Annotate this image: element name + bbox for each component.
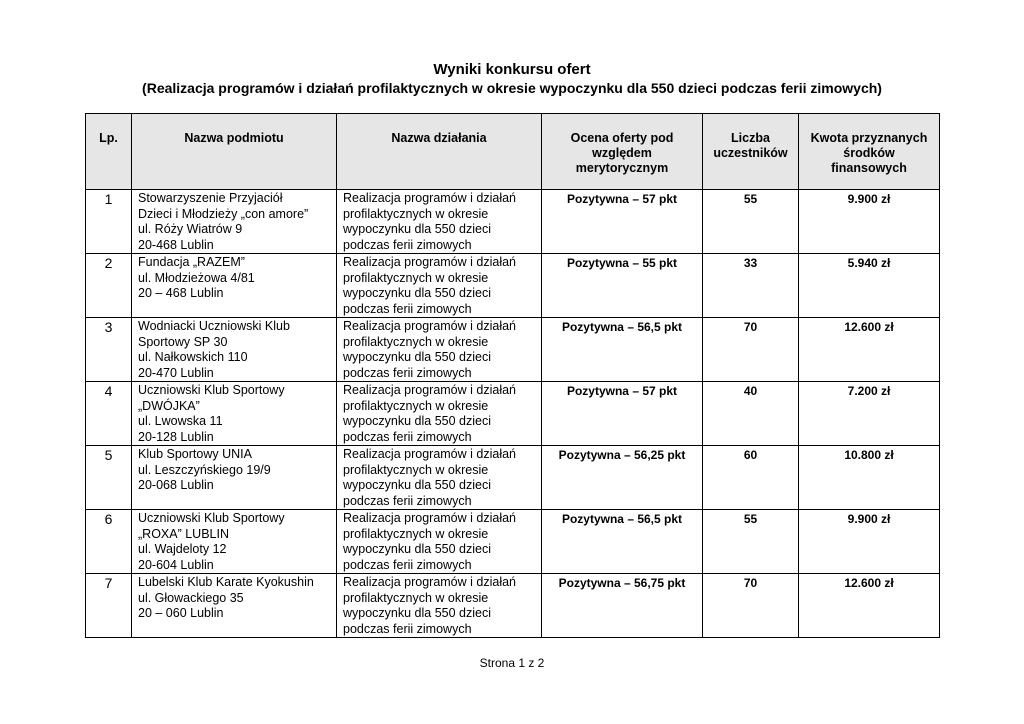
table-row (86, 190, 940, 254)
dzialanie-line: Realizacja programów i działań (343, 575, 516, 589)
cell-podmiot (132, 190, 337, 254)
dzialanie-line: wypoczynku dla 550 dzieci (343, 606, 491, 620)
dzialanie-line: Realizacja programów i działań (343, 511, 516, 525)
table-row (86, 318, 940, 382)
dzialanie-line: podczas ferii zimowych (343, 557, 472, 572)
cell-liczba: 40 (703, 382, 799, 446)
dzialanie-line: Realizacja programów i działań (343, 319, 516, 333)
header-ocena-line: względem (592, 146, 652, 160)
podmiot-line: 20 – 468 Lublin (138, 286, 224, 300)
dzialanie-line: podczas ferii zimowych (343, 429, 472, 444)
cell-ocena: Pozytywna – 57 pkt (542, 382, 703, 446)
cell-kwota: 7.200 zł (799, 382, 940, 446)
cell-lp: 7 (86, 574, 132, 638)
podmiot-line: Wodniacki Uczniowski Klub (138, 319, 290, 333)
cell-dzialanie (337, 318, 542, 382)
podmiot-line: Klub Sportowy UNIA (138, 447, 252, 461)
podmiot-line: 20-468 Lublin (138, 237, 214, 252)
table-row (86, 574, 940, 638)
dzialanie-line: Realizacja programów i działań (343, 383, 516, 397)
header-kwota-line: środków (843, 146, 895, 160)
dzialanie-line: wypoczynku dla 550 dzieci (343, 286, 491, 300)
cell-liczba: 70 (703, 318, 799, 382)
dzialanie-line: wypoczynku dla 550 dzieci (343, 414, 491, 428)
header-ocena-line: Ocena oferty pod (570, 131, 674, 145)
dzialanie-line: Realizacja programów i działań (343, 191, 516, 205)
cell-ocena: Pozytywna – 57 pkt (542, 190, 703, 254)
table-row (86, 510, 940, 574)
cell-lp: 6 (86, 510, 132, 574)
cell-ocena: Pozytywna – 56,5 pkt (542, 510, 703, 574)
cell-lp: 2 (86, 254, 132, 318)
dzialanie-line: profilaktycznych w okresie (343, 590, 489, 605)
header-row (86, 114, 940, 190)
cell-liczba: 60 (703, 446, 799, 510)
header-kwota-line: Kwota przyznanych (810, 131, 928, 145)
podmiot-line: 20-604 Lublin (138, 557, 214, 572)
cell-dzialanie (337, 190, 542, 254)
cell-ocena: Pozytywna – 55 pkt (542, 254, 703, 318)
podmiot-line: Uczniowski Klub Sportowy (138, 383, 285, 397)
podmiot-line: ul. Młodzieżowa 4/81 (138, 270, 255, 285)
dzialanie-line: profilaktycznych w okresie (343, 398, 489, 413)
cell-podmiot (132, 574, 337, 638)
cell-ocena: Pozytywna – 56,25 pkt (542, 446, 703, 510)
header-liczba-line: Liczba (731, 131, 770, 145)
cell-kwota: 12.600 zł (799, 318, 940, 382)
table-header (86, 114, 940, 190)
dzialanie-line: podczas ferii zimowych (343, 493, 472, 508)
cell-dzialanie (337, 254, 542, 318)
podmiot-line: 20 – 060 Lublin (138, 606, 224, 620)
dzialanie-line: podczas ferii zimowych (343, 621, 472, 636)
podmiot-line: Fundacja „RAZEM” (138, 255, 245, 269)
cell-dzialanie (337, 510, 542, 574)
cell-podmiot (132, 254, 337, 318)
cell-lp: 3 (86, 318, 132, 382)
header-kwota-line: finansowych (831, 161, 907, 175)
cell-kwota: 12.600 zł (799, 574, 940, 638)
cell-kwota: 10.800 zł (799, 446, 940, 510)
podmiot-line: ul. Głowackiego 35 (138, 590, 244, 605)
podmiot-line: 20-068 Lublin (138, 478, 214, 492)
document-title: Wyniki konkursu ofert (433, 61, 591, 78)
podmiot-line: Stowarzyszenie Przyjaciół (138, 191, 283, 205)
podmiot-line: ul. Róży Wiatrów 9 (138, 222, 243, 236)
cell-kwota: 9.900 zł (799, 510, 940, 574)
dzialanie-line: podczas ferii zimowych (343, 301, 472, 316)
header-dzialanie: Nazwa działania (337, 114, 542, 190)
podmiot-line: „DWÓJKA” (138, 398, 200, 413)
dzialanie-line: wypoczynku dla 550 dzieci (343, 350, 491, 364)
podmiot-line: Lubelski Klub Karate Kyokushin (138, 575, 314, 589)
podmiot-line: ul. Lwowska 11 (138, 414, 223, 428)
table-row (86, 254, 940, 318)
header-liczba (703, 114, 799, 190)
dzialanie-line: podczas ferii zimowych (343, 237, 472, 252)
podmiot-line: ul. Leszczyńskiego 19/9 (138, 462, 271, 477)
podmiot-line: 20-470 Lublin (138, 365, 214, 380)
dzialanie-line: profilaktycznych w okresie (343, 526, 489, 541)
cell-podmiot (132, 446, 337, 510)
dzialanie-line: profilaktycznych w okresie (343, 206, 489, 221)
podmiot-line: Sportowy SP 30 (138, 334, 228, 349)
cell-dzialanie (337, 574, 542, 638)
header-liczba-line: uczestników (713, 146, 788, 160)
dzialanie-line: Realizacja programów i działań (343, 447, 516, 461)
cell-liczba: 33 (703, 254, 799, 318)
header-lp: Lp. (86, 114, 132, 190)
header-ocena (542, 114, 703, 190)
table-row (86, 382, 940, 446)
cell-lp: 4 (86, 382, 132, 446)
dzialanie-line: wypoczynku dla 550 dzieci (343, 222, 491, 236)
cell-liczba: 70 (703, 574, 799, 638)
cell-lp: 1 (86, 190, 132, 254)
results-table (85, 113, 940, 638)
cell-podmiot (132, 382, 337, 446)
header-ocena-line: merytorycznym (575, 161, 669, 175)
cell-kwota: 5.940 zł (799, 254, 940, 318)
document-subtitle: (Realizacja programów i działań profilaktycznych w okresie wypoczynku dla 550 dzieci podczas ferii zimowych) (142, 80, 882, 96)
cell-lp: 5 (86, 446, 132, 510)
dzialanie-line: wypoczynku dla 550 dzieci (343, 542, 491, 556)
cell-liczba: 55 (703, 510, 799, 574)
podmiot-line: ul. Nałkowskich 110 (138, 350, 248, 364)
cell-podmiot (132, 510, 337, 574)
podmiot-line: Uczniowski Klub Sportowy (138, 511, 285, 525)
page-footer: Strona 1 z 2 (479, 656, 545, 670)
header-podmiot: Nazwa podmiotu (132, 114, 337, 190)
dzialanie-line: profilaktycznych w okresie (343, 334, 489, 349)
dzialanie-line: Realizacja programów i działań (343, 255, 516, 269)
podmiot-line: Dzieci i Młodzieży „con amore” (138, 206, 309, 221)
table-row (86, 446, 940, 510)
cell-dzialanie (337, 382, 542, 446)
podmiot-line: 20-128 Lublin (138, 429, 214, 444)
dzialanie-line: profilaktycznych w okresie (343, 270, 489, 285)
cell-ocena: Pozytywna – 56,5 pkt (542, 318, 703, 382)
podmiot-line: „ROXA” LUBLIN (138, 526, 229, 541)
cell-ocena: Pozytywna – 56,75 pkt (542, 574, 703, 638)
header-kwota (799, 114, 940, 190)
dzialanie-line: podczas ferii zimowych (343, 365, 472, 380)
cell-kwota: 9.900 zł (799, 190, 940, 254)
podmiot-line: ul. Wajdeloty 12 (138, 542, 227, 556)
cell-podmiot (132, 318, 337, 382)
dzialanie-line: wypoczynku dla 550 dzieci (343, 478, 491, 492)
cell-dzialanie (337, 446, 542, 510)
table-body (86, 190, 940, 638)
dzialanie-line: profilaktycznych w okresie (343, 462, 489, 477)
cell-liczba: 55 (703, 190, 799, 254)
